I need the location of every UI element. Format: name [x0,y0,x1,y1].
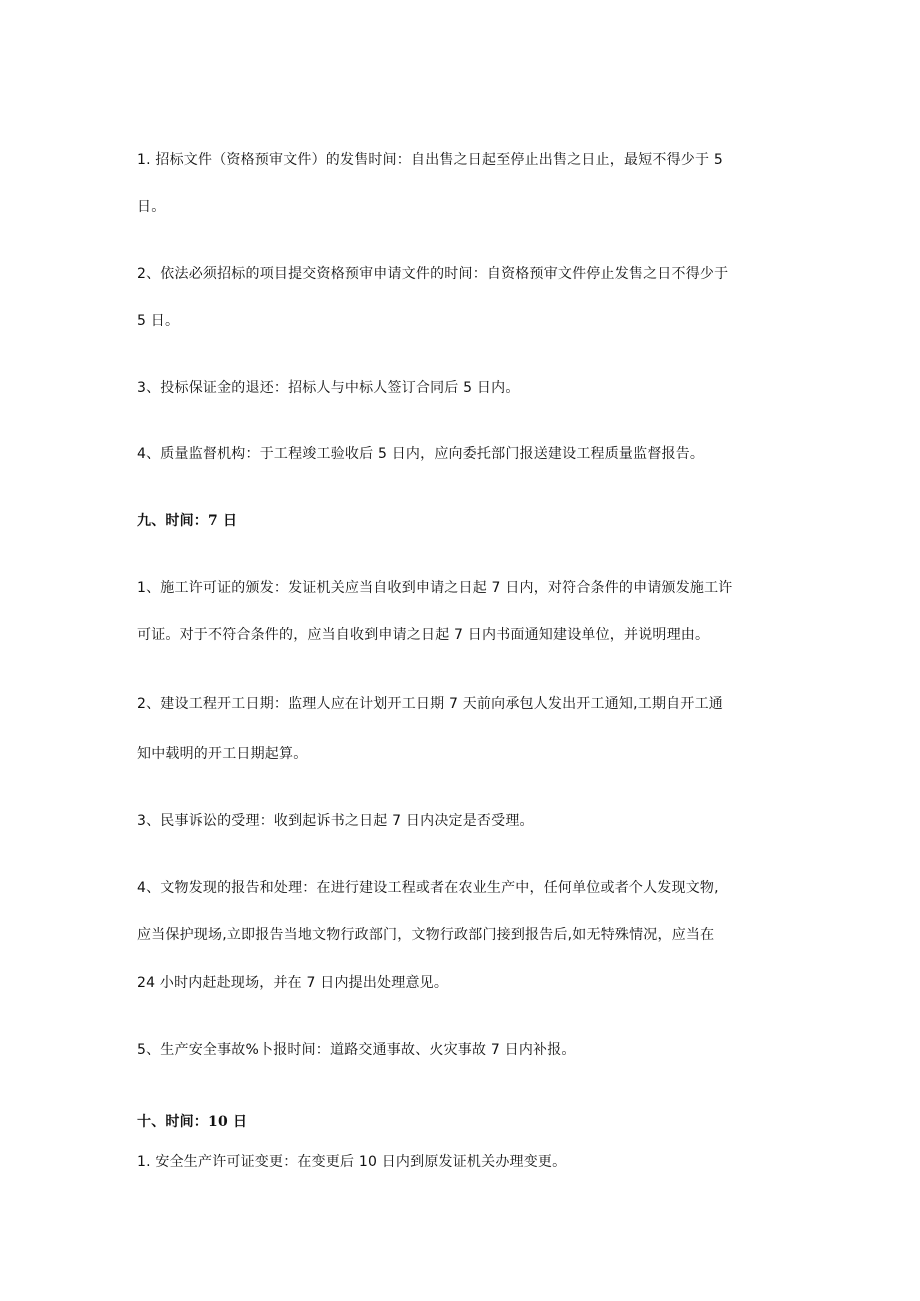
text-line: 1、施工许可证的颁发：发证机关应当自收到申请之日起 7 日内，对符合条件的申请颁发施工许 [137,580,733,596]
text-line: 2、建设工程开工日期：监理人应在计划开工日期 7 天前向承包人发出开工通知,工期自开工通 [137,696,723,712]
section-heading: 九、时间：7 日 [137,513,238,529]
text-line: 4、文物发现的报告和处理：在进行建设工程或者在农业生产中，任何单位或者个人发现文物, [137,880,719,896]
text-line: 1. 招标文件（资格预审文件）的发售时间：自出售之日起至停止出售之日止，最短不得少于 5 [137,152,723,168]
text-line: 3、投标保证金的退还：招标人与中标人签订合同后 5 日内。 [137,380,520,396]
text-line: 2、依法必须招标的项目提交资格预审申请文件的时间：自资格预审文件停止发售之日不得少于 [137,266,729,282]
text-line: 知中载明的开工日期起算。 [137,746,308,762]
text-line: 日。 [137,199,166,215]
text-line: 5 日。 [137,313,180,329]
text-line: 可证。对于不符合条件的，应当自收到申请之日起 7 日内书面通知建设单位，并说明理由。 [137,627,710,643]
text-line: 1. 安全生产许可证变更：在变更后 10 日内到原发证机关办理变更。 [137,1154,567,1170]
text-line: 5、生产安全事故%卜报时间：道路交通事故、火灾事故 7 日内补报。 [137,1042,576,1058]
text-line: 24 小时内赶赴现场，并在 7 日内提出处理意见。 [137,975,449,991]
section-heading: 十、时间：10 日 [137,1114,248,1130]
text-line: 4、质量监督机构：于工程竣工验收后 5 日内，应向委托部门报送建设工程质量监督报告。 [137,446,705,462]
text-line: 3、民事诉讼的受理：收到起诉书之日起 7 日内决定是否受理。 [137,813,534,829]
text-line: 应当保护现场,立即报告当地文物行政部门，文物行政部门接到报告后,如无特殊情况，应当在 [137,927,715,943]
